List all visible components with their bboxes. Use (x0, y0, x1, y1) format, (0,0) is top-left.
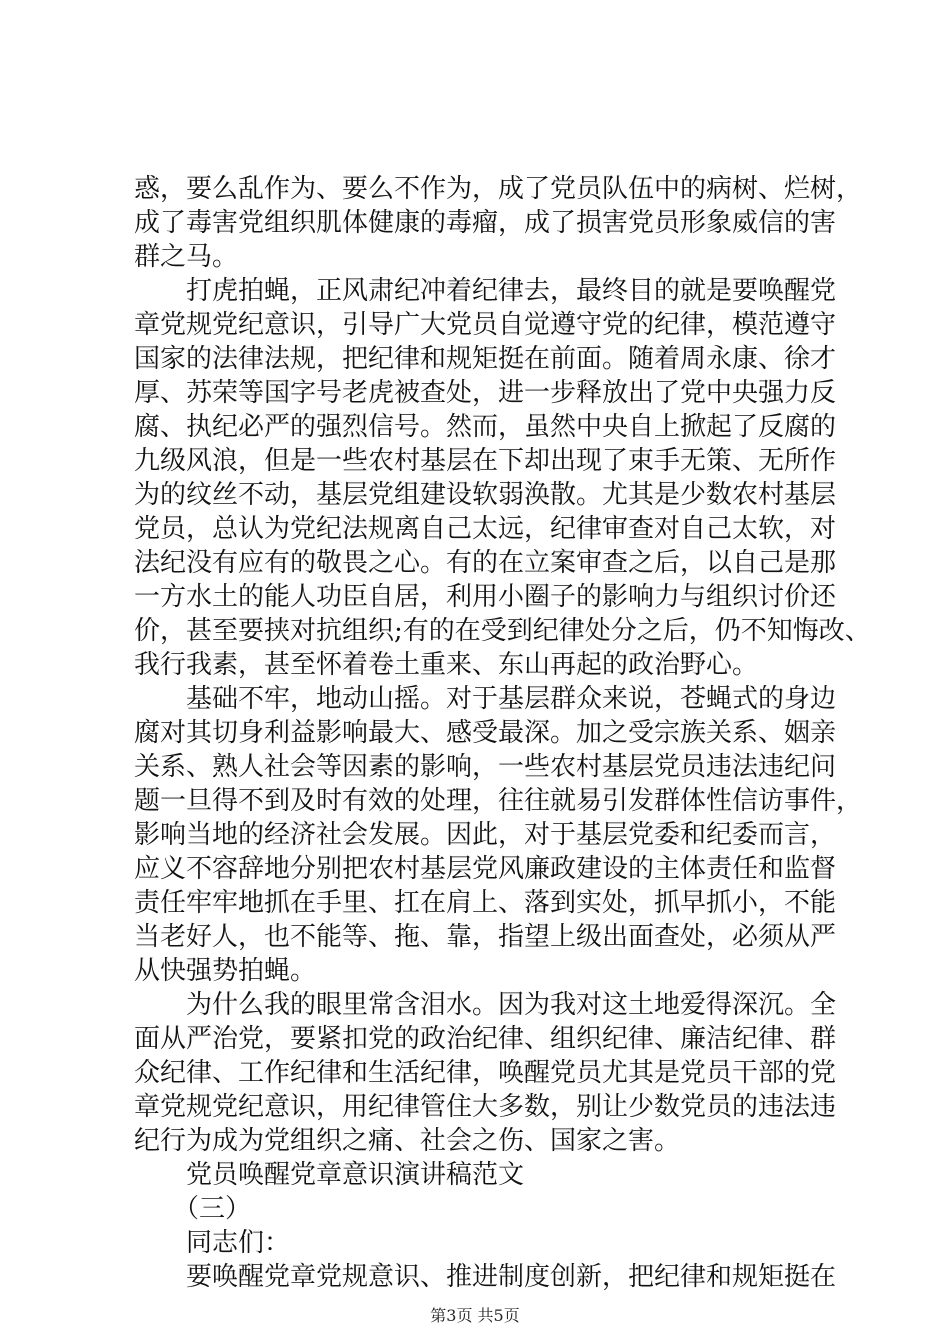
text-line: 要唤醒党章党规意识、推进制度创新，把纪律和规矩挺在 (134, 1262, 837, 1292)
text-line: 纪行为成为党组织之痛、社会之伤、国家之害。 (134, 1126, 681, 1156)
text-line: 厚、苏荣等国字号老虎被查处，进一步释放出了党中央强力反 (134, 378, 837, 408)
text-line: 应义不容辞地分别把农村基层党风廉政建设的主体责任和监督 (134, 854, 837, 884)
text-line: 面从严治党，要紧扣党的政治纪律、组织纪律、廉洁纪律、群 (134, 1024, 837, 1054)
text-line: 群之马。 (134, 242, 239, 272)
text-line: 为什么我的眼里常含泪水。因为我对这土地爱得深沉。全 (134, 990, 837, 1020)
text-line: 当老好人，也不能等、拖、靠，指望上级出面查处，必须从严 (134, 922, 837, 952)
text-line: 影响当地的经济社会发展。因此，对于基层党委和纪委而言， (134, 820, 837, 850)
text-line: 一方水土的能人功臣自居，利用小圈子的影响力与组织讨价还 (134, 582, 837, 612)
text-line: 惑，要么乱作为、要么不作为，成了党员队伍中的病树、烂树， (134, 174, 863, 204)
text-line: 题一旦得不到及时有效的处理，往往就易引发群体性信访事件， (134, 786, 863, 816)
text-line: 关系、熟人社会等因素的影响，一些农村基层党员违法违纪问 (134, 752, 837, 782)
text-line: 腐、执纪必严的强烈信号。然而，虽然中央自上掀起了反腐的 (134, 412, 837, 442)
text-line: 党员唤醒党章意识演讲稿范文 (134, 1160, 525, 1190)
text-line: 众纪律、工作纪律和生活纪律，唤醒党员尤其是党员干部的党 (134, 1058, 837, 1088)
text-line: 腐对其切身利益影响最大、感受最深。加之受宗族关系、姻亲 (134, 718, 837, 748)
text-line: 打虎拍蝇，正风肃纪冲着纪律去，最终目的就是要唤醒党 (134, 276, 837, 306)
text-line: 为的纹丝不动，基层党组建设软弱涣散。尤其是少数农村基层 (134, 480, 837, 510)
text-line: 章党规党纪意识，用纪律管住大多数，别让少数党员的违法违 (134, 1092, 837, 1122)
text-line: 章党规党纪意识，引导广大党员自觉遵守党的纪律，模范遵守 (134, 310, 837, 340)
text-line: 从快强势拍蝇。 (134, 956, 317, 986)
text-line: （三） (134, 1194, 252, 1224)
text-line: 国家的法律法规，把纪律和规矩挺在前面。随着周永康、徐才 (134, 344, 837, 374)
text-line: 法纪没有应有的敬畏之心。有的在立案审查之后，以自己是那 (134, 548, 837, 578)
text-line: 成了毒害党组织肌体健康的毒瘤，成了损害党员形象威信的害 (134, 208, 837, 238)
text-line: 基础不牢，地动山摇。对于基层群众来说，苍蝇式的身边 (134, 684, 837, 714)
page-number-footer: 第3页 共5页 (430, 1306, 520, 1325)
text-line: 党员，总认为党纪法规离自己太远，纪律审查对自己太软，对 (134, 514, 837, 544)
text-line: 同志们： (134, 1228, 291, 1258)
text-line: 价，甚至要挟对抗组织;有的在受到纪律处分之后，仍不知悔改、 (134, 616, 871, 646)
text-line: 责任牢牢地抓在手里、扛在肩上、落到实处，抓早抓小，不能 (134, 888, 837, 918)
text-line: 我行我素，甚至怀着卷土重来、东山再起的政治野心。 (134, 650, 759, 680)
text-line: 九级风浪，但是一些农村基层在下却出现了束手无策、无所作 (134, 446, 837, 476)
